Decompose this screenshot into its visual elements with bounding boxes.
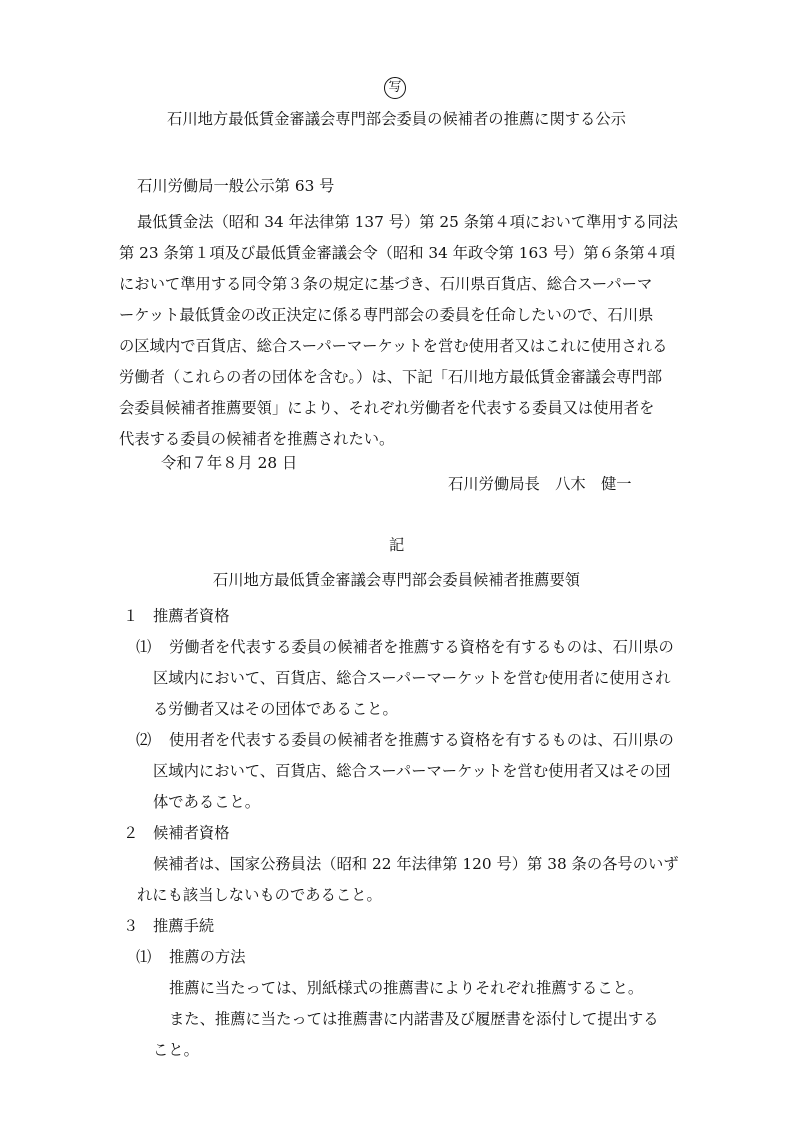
section-heading: 推薦者資格 (153, 607, 230, 625)
section-line: れにも該当しないものであること。 (137, 886, 382, 904)
body-line: の区域内で百貨店、総合スーパーマーケットを営む使用者又はこれに使用される (119, 337, 668, 355)
item-line: 推薦に当たっては、別紙様式の推薦書によりそれぞれ推薦すること。 (169, 979, 644, 997)
item-marker: ⑴ (136, 948, 152, 966)
body-line: 代表する委員の候補者を推薦されたい。 (119, 430, 395, 448)
section-number: ２ (123, 824, 139, 842)
page-title: 石川地方最低賃金審議会専門部会委員の候補者の推薦に関する公示 (167, 110, 626, 128)
item-line: 区域内において、百貨店、総合スーパーマーケットを営む使用者又はその団 (153, 762, 671, 780)
item-marker: ⑵ (136, 731, 152, 749)
section-heading: 推薦手続 (153, 917, 215, 935)
item-line: 労働者を代表する委員の候補者を推薦する資格を有するものは、石川県の (169, 638, 674, 656)
item-heading: 推薦の方法 (169, 948, 246, 966)
body-line: において準用する同令第３条の規定に基づき、石川県百貨店、総合スーパーマ (119, 275, 653, 293)
section-number: ３ (123, 917, 139, 935)
guideline-title: 石川地方最低賃金審議会専門部会委員候補者推薦要領 (212, 571, 581, 589)
notice-date: 令和７年８月 28 日 (161, 454, 298, 472)
item-marker: ⑴ (136, 638, 152, 656)
item-line: また、推薦に当たっては推薦書に内諾書及び履歴書を添付して提出する (169, 1010, 659, 1028)
copy-stamp: 写 (384, 77, 406, 99)
body-line: 会委員候補者推薦要領」により、それぞれ労働者を代表する委員又は使用者を (119, 399, 655, 417)
signatory: 石川労働局長 八木 健一 (448, 475, 632, 493)
ki-label: 記 (389, 536, 405, 554)
section-heading: 候補者資格 (153, 824, 230, 842)
body-line: 最低賃金法（昭和 34 年法律第 137 号）第 25 条第４項において準用する同法 (137, 213, 678, 231)
item-line: 区域内において、百貨店、総合スーパーマーケットを営む使用者に使用され (153, 669, 671, 687)
item-line: る労働者又はその団体であること。 (153, 700, 398, 718)
body-line: ーケット最低賃金の改正決定に係る専門部会の委員を任命したいので、石川県 (119, 306, 654, 324)
body-line: 第 23 条第１項及び最低賃金審議会令（昭和 34 年政令第 163 号）第６条第４項 (119, 244, 676, 262)
item-line: 体であること。 (153, 793, 261, 811)
item-line: 使用者を代表する委員の候補者を推薦する資格を有するものは、石川県の (169, 731, 674, 749)
body-line: 労働者（これらの者の団体を含む。）は、下記「石川地方最低賃金審議会専門部 (119, 368, 663, 386)
section-number: １ (123, 607, 139, 625)
notice-number: 石川労働局一般公示第 63 号 (137, 177, 335, 195)
item-line: こと。 (153, 1041, 199, 1059)
section-line: 候補者は、国家公務員法（昭和 22 年法律第 120 号）第 38 条の各号のいず (153, 855, 679, 873)
